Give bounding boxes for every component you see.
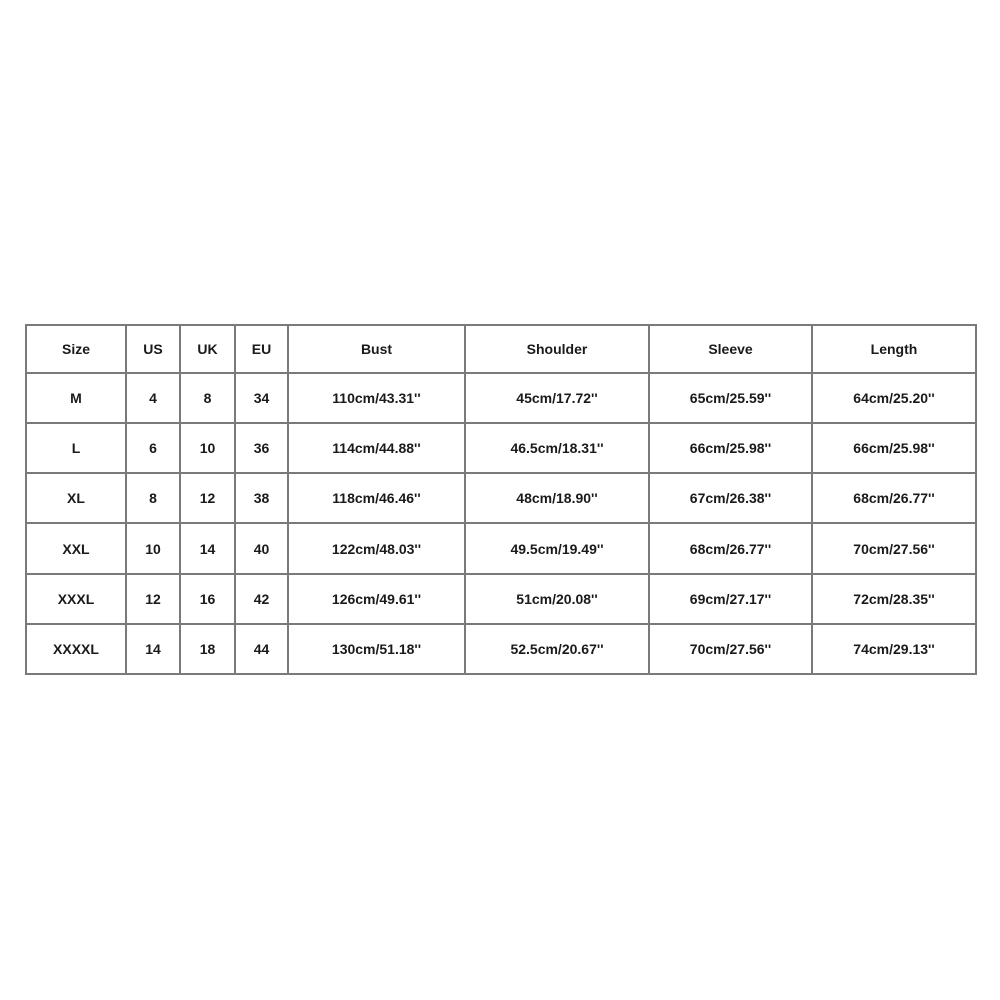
table-row — [26, 423, 976, 473]
table-row — [26, 373, 976, 423]
header-eu: EU — [235, 325, 288, 373]
cell-uk: 12 — [180, 473, 235, 523]
table-row — [26, 574, 976, 624]
cell-us: 8 — [126, 473, 180, 523]
cell-us: 6 — [126, 423, 180, 473]
cell-us: 4 — [126, 373, 180, 423]
cell-us: 10 — [126, 523, 180, 573]
cell-eu: 42 — [235, 574, 288, 624]
cell-shoulder: 45cm/17.72'' — [465, 373, 649, 423]
header-us: US — [126, 325, 180, 373]
cell-eu: 44 — [235, 624, 288, 674]
header-shoulder: Shoulder — [465, 325, 649, 373]
cell-uk: 16 — [180, 574, 235, 624]
cell-bust: 130cm/51.18'' — [288, 624, 465, 674]
table-row — [26, 624, 976, 674]
cell-size: L — [26, 423, 126, 473]
cell-eu: 40 — [235, 523, 288, 573]
cell-length: 74cm/29.13'' — [812, 624, 976, 674]
cell-shoulder: 52.5cm/20.67'' — [465, 624, 649, 674]
header-sleeve: Sleeve — [649, 325, 812, 373]
cell-sleeve: 70cm/27.56'' — [649, 624, 812, 674]
cell-size: XL — [26, 473, 126, 523]
cell-uk: 14 — [180, 523, 235, 573]
cell-bust: 118cm/46.46'' — [288, 473, 465, 523]
cell-shoulder: 46.5cm/18.31'' — [465, 423, 649, 473]
cell-shoulder: 51cm/20.08'' — [465, 574, 649, 624]
cell-uk: 18 — [180, 624, 235, 674]
cell-length: 68cm/26.77'' — [812, 473, 976, 523]
cell-uk: 10 — [180, 423, 235, 473]
cell-shoulder: 48cm/18.90'' — [465, 473, 649, 523]
header-row — [26, 325, 976, 373]
header-uk: UK — [180, 325, 235, 373]
cell-sleeve: 69cm/27.17'' — [649, 574, 812, 624]
table-row — [26, 473, 976, 523]
cell-size: XXXXL — [26, 624, 126, 674]
table-row — [26, 523, 976, 573]
cell-length: 70cm/27.56'' — [812, 523, 976, 573]
cell-shoulder: 49.5cm/19.49'' — [465, 523, 649, 573]
cell-bust: 110cm/43.31'' — [288, 373, 465, 423]
cell-length: 66cm/25.98'' — [812, 423, 976, 473]
cell-bust: 122cm/48.03'' — [288, 523, 465, 573]
cell-us: 14 — [126, 624, 180, 674]
cell-sleeve: 65cm/25.59'' — [649, 373, 812, 423]
cell-bust: 114cm/44.88'' — [288, 423, 465, 473]
header-size: Size — [26, 325, 126, 373]
header-length: Length — [812, 325, 976, 373]
cell-eu: 38 — [235, 473, 288, 523]
size-chart-table — [25, 324, 977, 675]
header-bust: Bust — [288, 325, 465, 373]
cell-eu: 34 — [235, 373, 288, 423]
cell-sleeve: 66cm/25.98'' — [649, 423, 812, 473]
cell-bust: 126cm/49.61'' — [288, 574, 465, 624]
cell-length: 64cm/25.20'' — [812, 373, 976, 423]
cell-size: XXXL — [26, 574, 126, 624]
cell-size: XXL — [26, 523, 126, 573]
cell-length: 72cm/28.35'' — [812, 574, 976, 624]
cell-sleeve: 67cm/26.38'' — [649, 473, 812, 523]
cell-uk: 8 — [180, 373, 235, 423]
cell-size: M — [26, 373, 126, 423]
cell-sleeve: 68cm/26.77'' — [649, 523, 812, 573]
cell-eu: 36 — [235, 423, 288, 473]
cell-us: 12 — [126, 574, 180, 624]
